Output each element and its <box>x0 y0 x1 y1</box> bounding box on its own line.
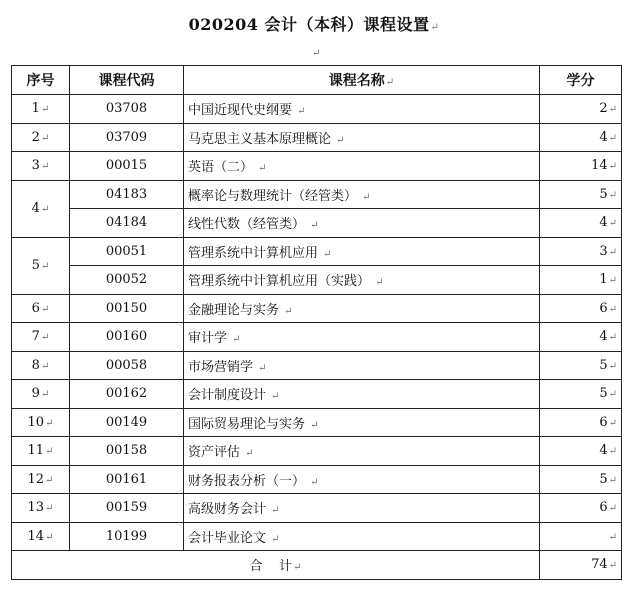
total-label: 合 计↵ <box>12 551 540 580</box>
table-row <box>12 294 622 323</box>
seq-cell: 3↵ <box>12 152 70 181</box>
seq-cell: 12↵ <box>12 465 70 494</box>
header-code: 课程代码 <box>70 66 184 95</box>
seq-cell: 9↵ <box>12 380 70 409</box>
code-cell: 00158 <box>70 437 184 466</box>
header-credit: 学分 <box>540 66 622 95</box>
table-row <box>12 437 622 466</box>
name-cell: 国际贸易理论与实务 ↵ <box>184 408 540 437</box>
table-row <box>12 152 622 181</box>
credit-cell: 5↵ <box>540 380 622 409</box>
course-table <box>11 65 622 580</box>
credit-cell: 1↵ <box>540 266 622 295</box>
code-cell: 00051 <box>70 237 184 266</box>
credit-cell: 4↵ <box>540 123 622 152</box>
paragraph-mark-icon: ↵ <box>430 22 440 33</box>
code-cell: 00052 <box>70 266 184 295</box>
code-cell: 04184 <box>70 209 184 238</box>
name-cell: 线性代数（经管类） ↵ <box>184 209 540 238</box>
seq-cell: 1↵ <box>12 95 70 124</box>
name-cell: 管理系统中计算机应用 ↵ <box>184 237 540 266</box>
header-seq: 序号 <box>12 66 70 95</box>
seq-cell: 6↵ <box>12 294 70 323</box>
code-cell: 00161 <box>70 465 184 494</box>
paragraph-mark-icon: ↵ <box>312 48 321 59</box>
credit-cell: 3↵ <box>540 237 622 266</box>
name-cell: 审计学 ↵ <box>184 323 540 352</box>
table-row <box>12 380 622 409</box>
credit-cell: 5↵ <box>540 465 622 494</box>
code-cell: 03708 <box>70 95 184 124</box>
code-cell: 10199 <box>70 522 184 551</box>
credit-cell: 6↵ <box>540 494 622 523</box>
seq-cell: 10↵ <box>12 408 70 437</box>
code-cell: 00150 <box>70 294 184 323</box>
code-cell: 00058 <box>70 351 184 380</box>
credit-cell: ↵ <box>540 522 622 551</box>
credit-cell: 5↵ <box>540 180 622 209</box>
code-cell: 04183 <box>70 180 184 209</box>
header-name: 课程名称↵ <box>184 66 540 95</box>
name-cell: 高级财务会计 ↵ <box>184 494 540 523</box>
seq-cell: 5↵ <box>12 237 70 294</box>
name-cell: 中国近现代史纲要 ↵ <box>184 95 540 124</box>
seq-cell: 2↵ <box>12 123 70 152</box>
name-cell: 马克思主义基本原理概论 ↵ <box>184 123 540 152</box>
table-row <box>12 209 622 238</box>
credit-cell: 4↵ <box>540 323 622 352</box>
table-row <box>12 522 622 551</box>
table-row <box>12 237 622 266</box>
code-cell: 00159 <box>70 494 184 523</box>
seq-cell: 11↵ <box>12 437 70 466</box>
code-cell: 00015 <box>70 152 184 181</box>
seq-cell: 7↵ <box>12 323 70 352</box>
table-row <box>12 323 622 352</box>
credit-cell: 2↵ <box>540 95 622 124</box>
table-row <box>12 123 622 152</box>
seq-cell: 14↵ <box>12 522 70 551</box>
seq-cell: 8↵ <box>12 351 70 380</box>
name-cell: 会计毕业论文 ↵ <box>184 522 540 551</box>
table-row <box>12 95 622 124</box>
table-row <box>12 351 622 380</box>
credit-cell: 4↵ <box>540 209 622 238</box>
table-row <box>12 465 622 494</box>
total-row <box>12 551 622 580</box>
table-row <box>12 408 622 437</box>
credit-cell: 14↵ <box>540 152 622 181</box>
code-cell: 03709 <box>70 123 184 152</box>
name-cell: 金融理论与实务 ↵ <box>184 294 540 323</box>
name-cell: 市场营销学 ↵ <box>184 351 540 380</box>
code-cell: 00149 <box>70 408 184 437</box>
credit-cell: 6↵ <box>540 408 622 437</box>
code-cell: 00162 <box>70 380 184 409</box>
total-credit: 74↵ <box>540 551 622 580</box>
name-cell: 管理系统中计算机应用（实践） ↵ <box>184 266 540 295</box>
seq-cell: 4↵ <box>12 180 70 237</box>
name-cell: 财务报表分析（一） ↵ <box>184 465 540 494</box>
credit-cell: 6↵ <box>540 294 622 323</box>
page-title: 020204 会计（本科）课程设置↵ <box>188 15 440 34</box>
name-cell: 资产评估 ↵ <box>184 437 540 466</box>
credit-cell: 5↵ <box>540 351 622 380</box>
code-cell: 00160 <box>70 323 184 352</box>
table-row <box>12 266 622 295</box>
table-header-row <box>12 66 622 95</box>
name-cell: 英语（二） ↵ <box>184 152 540 181</box>
credit-cell: 4↵ <box>540 437 622 466</box>
name-cell: 概率论与数理统计（经管类） ↵ <box>184 180 540 209</box>
name-cell: 会计制度设计 ↵ <box>184 380 540 409</box>
seq-cell: 13↵ <box>12 494 70 523</box>
table-row <box>12 494 622 523</box>
table-row <box>12 180 622 209</box>
